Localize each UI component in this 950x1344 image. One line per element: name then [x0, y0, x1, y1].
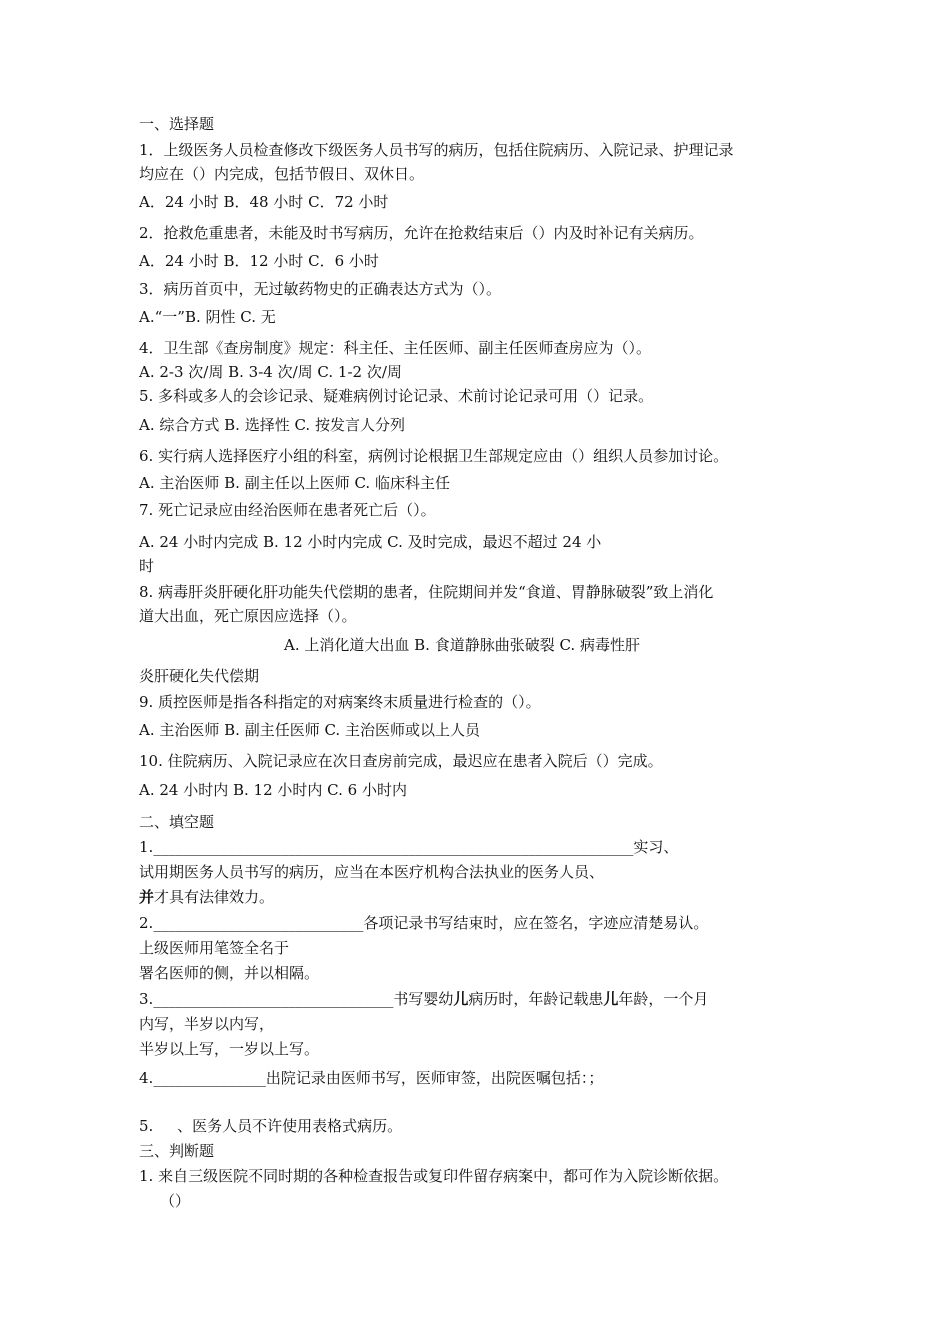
- fill-3-bold-char-2: 儿: [603, 990, 619, 1008]
- fill-2-blank: ____________________________: [153, 914, 364, 932]
- question-1-line-2: 均应在（）内完成，包括节假日、双休日。: [139, 165, 425, 183]
- question-6-options: A. 主治医师 B. 副主任以上医师 C. 临床科主任: [139, 474, 450, 492]
- fill-2-tail: 各项记录书写结束时，应在签名，字迹应清楚易认。: [363, 914, 709, 932]
- section-choice-heading: 一、选择题: [139, 115, 215, 133]
- section-judge-heading: 三、判断题: [139, 1142, 215, 1160]
- fill-1-bold-char: 并: [139, 888, 155, 906]
- fill-1-blank: ________________________________________________________________: [153, 838, 634, 856]
- judge-1-bracket: （）: [160, 1192, 191, 1210]
- question-9: 9. 质控医师是指各科指定的对病案终末质量进行检查的（）。: [139, 693, 541, 711]
- question-7-options-line-2: 时: [139, 557, 155, 575]
- fill-4-tail: 出院记录由医师书写，医师审签，出院医嘱包括：；: [265, 1069, 604, 1087]
- fill-4-blank: _______________: [153, 1069, 266, 1087]
- question-2: 2．抢救危重患者，未能及时书写病历，允许在抢救结束后（）内及时补记有关病历。: [139, 224, 704, 242]
- fill-1-tail: 实习、: [633, 838, 679, 856]
- question-4-options: A. 2-3 次/周 B. 3-4 次/周 C. 1-2 次/周: [139, 363, 402, 381]
- question-8-line-1: 8. 病毒肝炎肝硬化肝功能失代偿期的患者，住院期间并发“食道、胃静脉破裂”致上消化: [139, 583, 714, 601]
- fill-3-blank: ________________________________: [153, 990, 394, 1008]
- fill-3-tail-b: 病历时，年龄记载患: [468, 990, 604, 1008]
- fill-3-line-3: 半岁以上写，一岁以上写。: [139, 1040, 320, 1058]
- question-8-options-line-2: 炎肝硬化失代偿期: [139, 667, 260, 685]
- question-5: 5. 多科或多人的会诊记录、疑难病例讨论记录、术前讨论记录可用（）记录。: [139, 387, 654, 405]
- question-10: 10. 住院病历、入院记录应在次日查房前完成，最迟应在患者入院后（）完成。: [139, 752, 663, 770]
- judge-1: 1. 来自三级医院不同时期的各种检查报告或复印件留存病案中，都可作为入院诊断依据。: [139, 1167, 729, 1185]
- question-8-line-2: 道大出血，死亡原因应选择（）。: [139, 607, 357, 625]
- fill-2-line-3: 署名医师的侧，并以相隔。: [139, 964, 320, 982]
- fill-2-number: 2.: [139, 914, 154, 932]
- fill-1-number: 1.: [139, 838, 154, 856]
- question-5-options: A. 综合方式 B. 选择性 C. 按发言人分列: [139, 416, 405, 434]
- question-1-options: A．24 小时 B．48 小时 C．72 小时: [139, 193, 389, 211]
- question-9-options: A. 主治医师 B. 副主任医师 C. 主治医师或以上人员: [139, 721, 480, 739]
- question-4: 4．卫生部《查房制度》规定：科主任、主任医师、副主任医师查房应为（）。: [139, 339, 652, 357]
- fill-1-line-2: 试用期医务人员书写的病历，应当在本医疗机构合法执业的医务人员、: [139, 863, 605, 881]
- fill-1-line-3-text: 才具有法律效力。: [154, 888, 275, 906]
- fill-3-bold-char: 儿: [453, 990, 469, 1008]
- question-2-options: A．24 小时 B．12 小时 C．6 小时: [139, 252, 379, 270]
- fill-5: 5. 、医务人员不许使用表格式病历。: [139, 1117, 403, 1135]
- fill-3-tail-c: 年龄，一个月: [618, 990, 709, 1008]
- fill-3-number: 3.: [139, 990, 154, 1008]
- fill-3-line-2: 内写，半岁以内写，: [139, 1015, 275, 1033]
- question-10-options: A. 24 小时内 B. 12 小时内 C. 6 小时内: [139, 781, 407, 799]
- fill-2-line-2: 上级医师用笔签全名于: [139, 939, 290, 957]
- fill-3-tail-a: 书写婴幼: [393, 990, 454, 1008]
- question-7: 7. 死亡记录应由经治医师在患者死亡后（）。: [139, 501, 436, 519]
- question-8-options-line-1: A. 上消化道大出血 B. 食道静脉曲张破裂 C. 病毒性肝: [284, 636, 640, 654]
- fill-1-line-1: [139, 837, 678, 857]
- question-3-options: A.“一”B. 阴性 C. 无: [139, 308, 276, 326]
- section-fill-heading: 二、填空题: [139, 813, 215, 831]
- fill-3-line-1: [139, 989, 708, 1009]
- question-1-line-1: 1．上级医务人员检查修改下级医务人员书写的病历，包括住院病历、入院记录、护理记录: [139, 141, 734, 159]
- question-7-options-line-1: A. 24 小时内完成 B. 12 小时内完成 C. 及时完成，最迟不超过 24 小: [139, 533, 602, 551]
- question-6: 6. 实行病人选择医疗小组的科室，病例讨论根据卫生部规定应由（）组织人员参加讨论。: [139, 447, 729, 465]
- question-3: 3．病历首页中，无过敏药物史的正确表达方式为（）。: [139, 280, 502, 298]
- fill-4-line-1: [139, 1068, 603, 1088]
- fill-2-line-1: [139, 913, 708, 933]
- fill-1-line-3: [139, 887, 274, 907]
- fill-4-number: 4.: [139, 1069, 154, 1087]
